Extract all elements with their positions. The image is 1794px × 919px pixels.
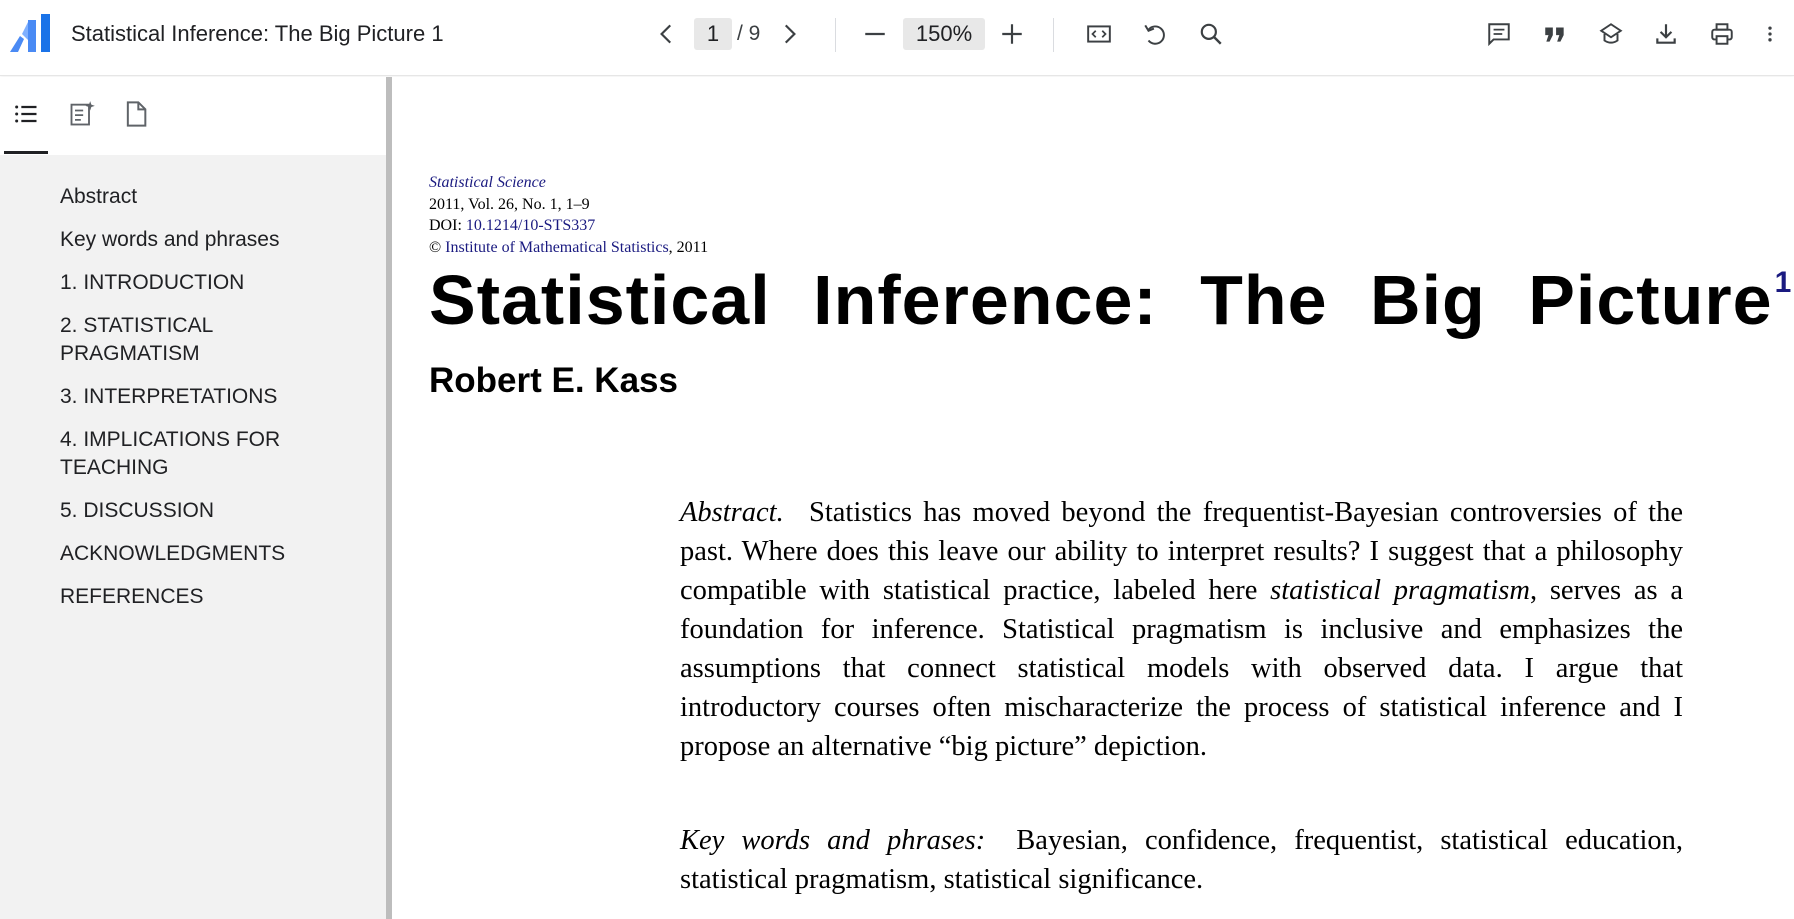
page-total: / 9 <box>737 22 761 45</box>
next-page-icon[interactable] <box>773 18 805 50</box>
doi-label: DOI: <box>429 217 466 234</box>
zoom-out-icon[interactable] <box>859 18 891 50</box>
toolbar <box>0 0 1794 76</box>
publication-info <box>429 172 708 258</box>
page-thumbnails-tab-icon[interactable] <box>119 97 153 131</box>
page-number-input[interactable]: 1 <box>694 18 732 50</box>
toc-item-abstract[interactable]: Abstract <box>60 185 138 208</box>
title-footnote-link[interactable]: 1 <box>1774 266 1792 299</box>
toolbar-separator <box>835 18 836 52</box>
more-options-icon[interactable] <box>1760 18 1780 50</box>
toc-item-acknowledgments[interactable]: ACKNOWLEDGMENTS <box>60 542 286 565</box>
sidebar <box>0 77 386 919</box>
table-of-contents <box>60 183 380 626</box>
toc-item-keywords[interactable]: Key words and phrases <box>60 228 280 251</box>
search-icon[interactable] <box>1195 18 1227 50</box>
print-icon[interactable] <box>1706 18 1738 50</box>
paper-title-text: Statistical Inference: The Big Picture <box>429 261 1773 339</box>
abstract-text-continued: , serves as a foundation for inference. Statistical pragmatism is inclusive and emphasizes the assumptions that connect statistical models with observed data. I argue that introductory courses often mischaracterize the process of statistical inference and I propose an alternative “big picture” depiction. <box>680 575 1683 762</box>
app-logo-icon <box>10 14 52 52</box>
toc-item-introduction[interactable]: 1. INTRODUCTION <box>60 271 245 294</box>
previous-page-icon[interactable] <box>651 18 683 50</box>
publisher-link[interactable]: Institute of Mathematical Statistics <box>445 238 669 256</box>
abstract-text: Statistics has moved beyond the frequentist-Bayesian controversies of the past. Where does this leave our ability to interpret results? I suggest that a philosophy compatible with statistical practice, labeled here <box>680 497 1684 606</box>
toc-item-statistical-pragmatism[interactable]: 2. STATISTICAL PRAGMATISM <box>60 314 213 365</box>
comment-icon[interactable] <box>1483 18 1515 50</box>
issue-info: 2011, Vol. 26, No. 1, 1–9 <box>429 195 590 213</box>
copyright-year: , 2011 <box>668 238 709 256</box>
keywords-label: Key words and phrases: <box>680 825 986 856</box>
abstract-label: Abstract. <box>680 497 784 528</box>
zoom-in-icon[interactable] <box>996 18 1028 50</box>
table-of-contents-tab-icon[interactable] <box>9 97 43 131</box>
copyright-symbol: © <box>429 238 446 256</box>
abstract <box>680 493 1683 766</box>
document-title: Statistical Inference: The Big Picture 1 <box>71 21 444 46</box>
cite-icon[interactable] <box>1595 18 1627 50</box>
toc-item-interpretations[interactable]: 3. INTERPRETATIONS <box>60 385 278 408</box>
toc-item-implications-for-teaching[interactable]: 4. IMPLICATIONS FOR TEACHING <box>60 428 281 479</box>
toc-item-references[interactable]: REFERENCES <box>60 585 204 608</box>
fit-to-page-icon[interactable] <box>1083 18 1115 50</box>
download-icon[interactable] <box>1650 18 1682 50</box>
abstract-emphasis: statistical pragmatism <box>1270 575 1530 606</box>
rotate-icon[interactable] <box>1139 18 1171 50</box>
journal-name-link[interactable]: Statistical Science <box>429 174 546 191</box>
zoom-level-input[interactable]: 150% <box>903 18 985 50</box>
paper-author: Robert E. Kass <box>429 361 678 400</box>
keywords-text: Bayesian, confidence, frequentist, statistical education, statistical pragmatism, statistical significance. <box>680 825 1684 895</box>
annotations-tab-icon[interactable] <box>65 97 99 131</box>
toc-item-discussion[interactable]: 5. DISCUSSION <box>60 499 215 522</box>
sidebar-tabs <box>0 77 386 155</box>
quote-icon[interactable] <box>1539 18 1571 50</box>
toolbar-separator <box>1053 18 1054 52</box>
doi-link[interactable]: 10.1214/10-STS337 <box>465 217 596 234</box>
active-tab-indicator <box>4 151 48 154</box>
keywords <box>680 821 1683 899</box>
document-page <box>392 77 1794 919</box>
paper-title <box>429 260 1792 340</box>
